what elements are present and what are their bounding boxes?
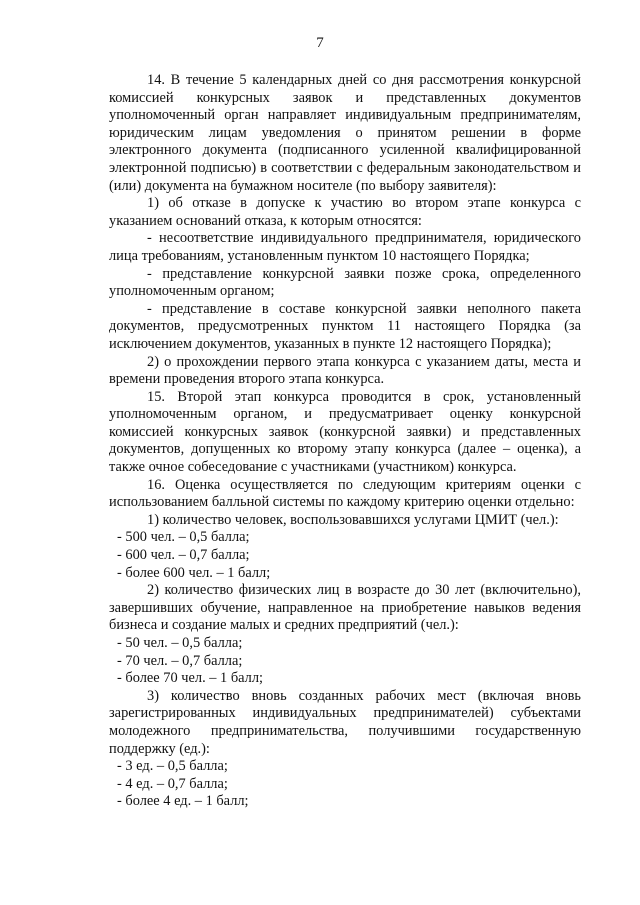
criterion-3-score-2: - 4 ед. – 0,7 балла; — [117, 775, 228, 792]
criterion-1-title: 1) количество человек, воспользовавшихся услугами ЦМИТ (чел.): — [147, 511, 559, 528]
paragraph-15: 15. Второй этап конкурса проводится в срок, установленный уполномоченным органом, и предусматривает оценку конкурсной комиссией конкурсных заявок (конкурсной заявки) и представленных документов, допущенных ко второму этапу конкурса (далее – оценка), а также очное собеседование с участниками (участником) конкурса. — [109, 388, 581, 476]
criterion-3-score-1: - 3 ед. – 0,5 балла; — [117, 758, 228, 775]
paragraph-14-intro: 14. В течение 5 календарных дней со дня рассмотрения конкурсной комиссией конкурсных заявок и представленных документов уполномоченный орган направляет индивидуальным предпринимателям, юридическим лицам уведомления о принятом решении в форме электронного документа (подписанного усиленной квалифицированной электронной подписью) в соответствии с федеральным законодательством и (или) документа на бумажном носителе (по выбору заявителя): — [109, 72, 581, 194]
criterion-2-score-1: - 50 чел. – 0,5 балла; — [117, 635, 243, 651]
paragraph-16-intro: 16. Оценка осуществляется по следующим критериям оценки с использованием балльной системы по каждому критерию оценки отдельно: — [109, 476, 581, 511]
document-body — [109, 72, 581, 811]
paragraph-14-item-1: 1) об отказе в допуске к участию во втором этапе конкурса с указанием оснований отказа, к которым относятся: — [109, 195, 581, 229]
paragraph-14-item-1-reason-1: - несоответствие индивидуального предпринимателя, юридического лица требованиям, установленным пунктом 10 настоящего Порядка; — [109, 230, 581, 264]
criterion-3-score-3: - более 4 ед. – 1 балл; — [117, 793, 249, 810]
page-number: 7 — [316, 35, 324, 51]
criterion-2-title: 2) количество физических лиц в возрасте до 30 лет (включительно), завершивших обучение, направленное на приобретение навыков ведения бизнеса и создание малых и средних предприятий (чел.): — [109, 582, 581, 634]
criterion-2-score-2: - 70 чел. – 0,7 балла; — [117, 652, 243, 669]
paragraph-14-item-2: 2) о прохождении первого этапа конкурса с указанием даты, места и времени проведения второго этапа конкурса. — [109, 353, 581, 388]
criterion-1-score-2: - 600 чел. – 0,7 балла; — [117, 547, 250, 564]
paragraph-14-item-1-reason-2: - представление конкурсной заявки позже срока, определенного уполномоченным органом; — [109, 265, 581, 300]
criterion-1-score-1: - 500 чел. – 0,5 балла; — [117, 529, 250, 546]
criterion-3-title: 3) количество вновь созданных рабочих мест (включая вновь зарегистрированных индивидуальных предпринимателей) субъектами молодежного предпринимательства, получившими государственную поддержку (ед.): — [109, 687, 581, 757]
paragraph-14-item-1-reason-3: - представление в составе конкурсной заявки неполного пакета документов, предусмотренных пунктом 11 настоящего Порядка (за исключением документов, указанных в пункте 12 настоящего Порядка); — [109, 300, 581, 352]
criterion-1-score-3: - более 600 чел. – 1 балл; — [117, 564, 271, 581]
criterion-2-score-3: - более 70 чел. – 1 балл; — [117, 670, 264, 687]
